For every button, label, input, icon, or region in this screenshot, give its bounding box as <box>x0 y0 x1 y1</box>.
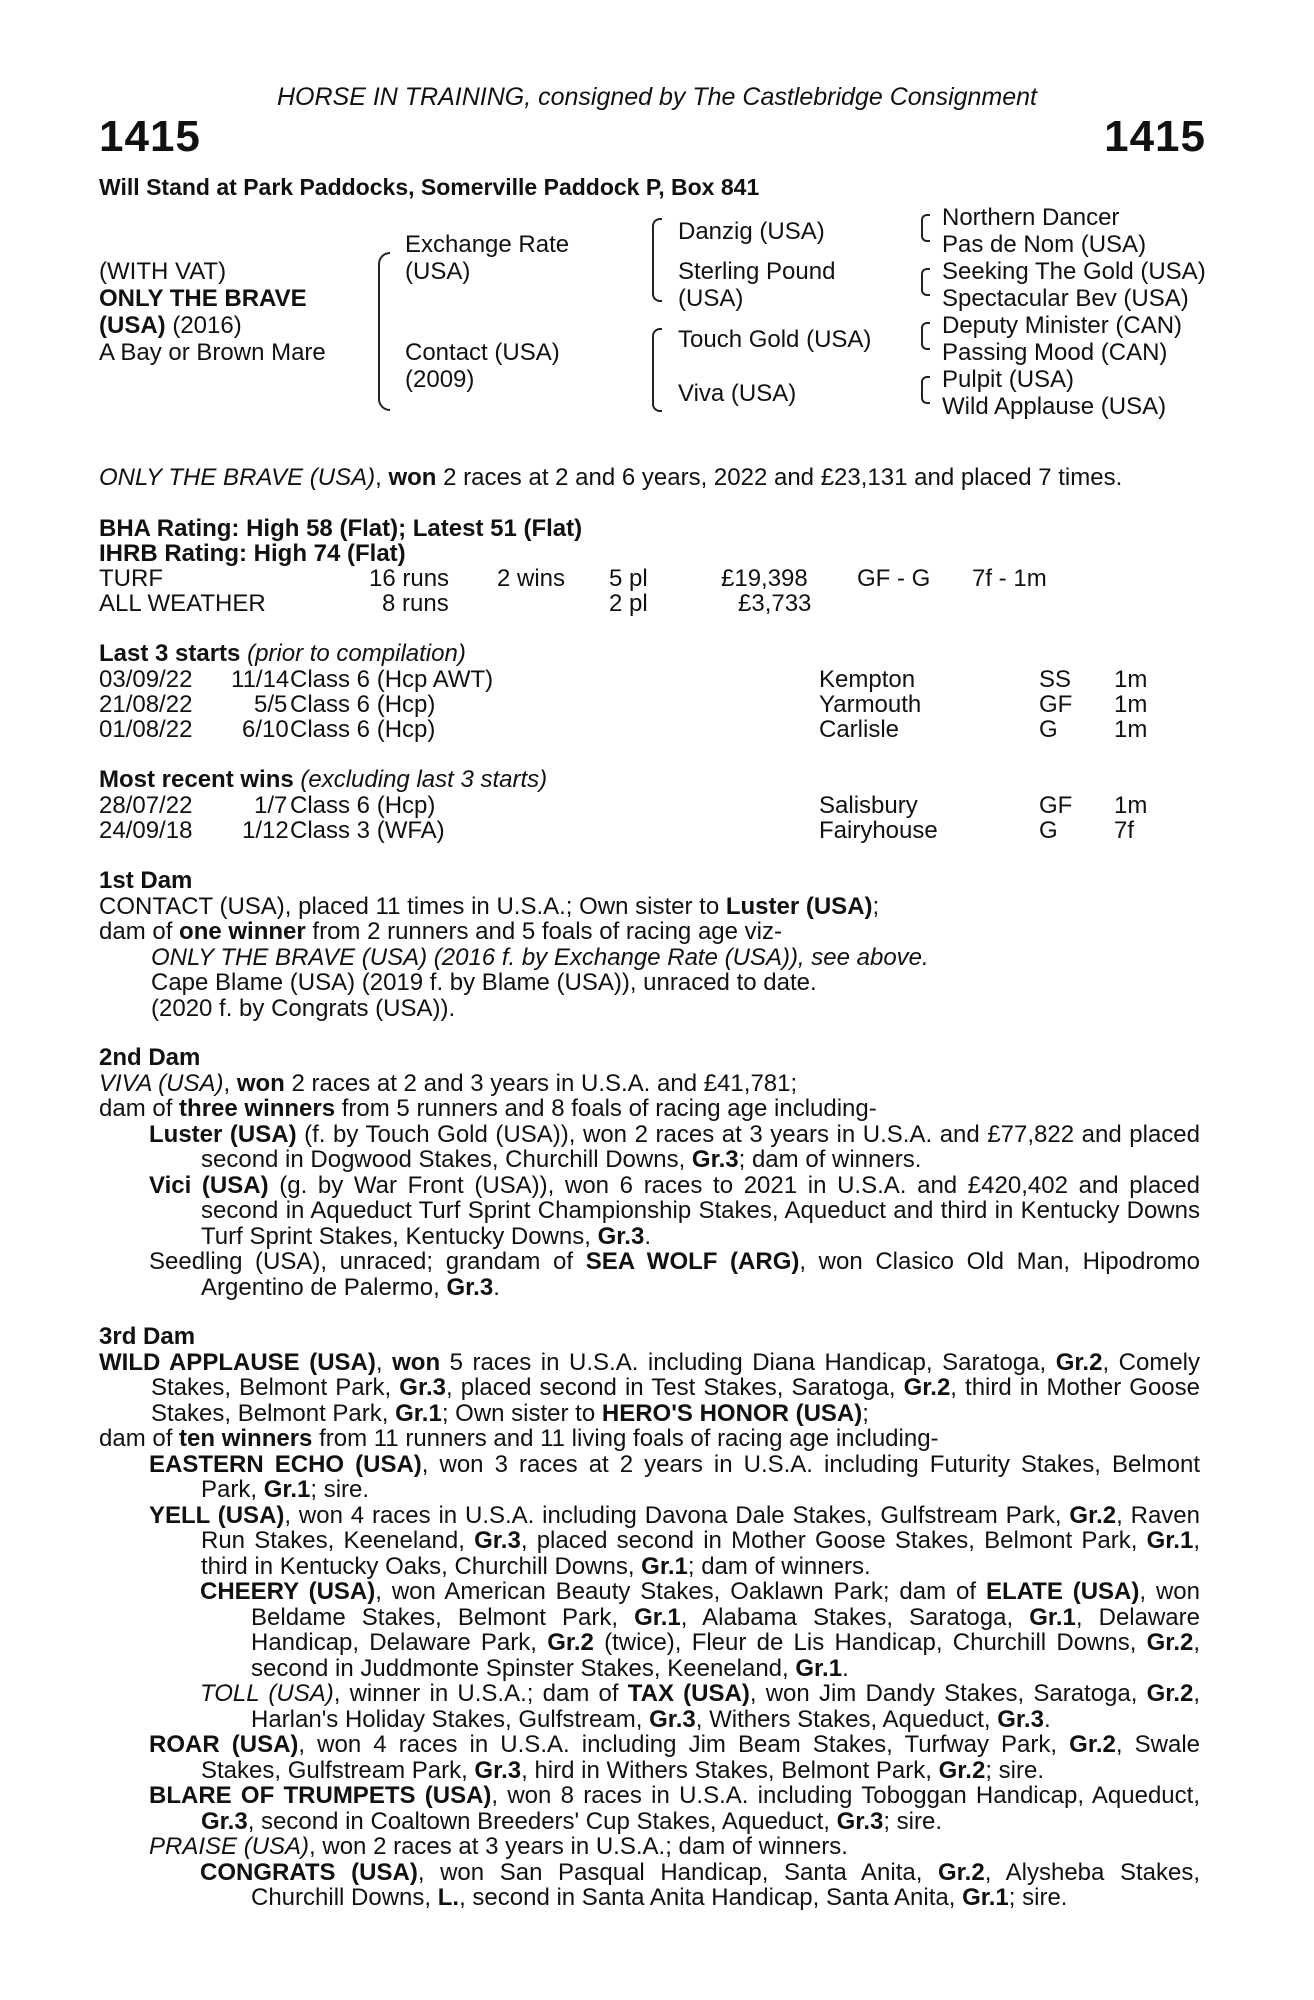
pedigree-dam: Contact (USA) <box>405 339 560 366</box>
third-dam-yell: YELL (USA), won 4 races in U.S.A. including Davona Dale Stakes, Gulfstream Park, Gr.2, Raven Run Stakes, Keeneland, Gr.3, placed second in Mother Goose Stakes, Belmont Park, Gr.1, third in Kentucky Oaks, Churchill Downs, Gr.1; dam of winners. <box>149 1501 1201 1580</box>
win-class: Class 6 (Hcp) <box>290 792 436 819</box>
start-distance: 1m <box>1114 716 1148 743</box>
first-dam-line2: dam of one winner from 2 runners and 5 foals of racing age viz- <box>99 918 782 945</box>
first-dam-produce-2: Cape Blame (USA) (2019 f. by Blame (USA)), unraced to date. <box>151 969 817 996</box>
rating-wins: 2 wins <box>497 565 566 592</box>
second-dam-line1: VIVA (USA), won 2 races at 2 and 3 years in U.S.A. and £41,781; <box>99 1069 798 1097</box>
pedigree-brace-dam <box>652 328 662 412</box>
pedigree-dam-year: (2009) <box>405 366 475 393</box>
third-dam-praise: PRAISE (USA), won 2 races at 3 years in U.S.A.; dam of winners. <box>149 1833 848 1860</box>
pedigree-dsd: Passing Mood (CAN) <box>942 339 1168 366</box>
start-date: 03/09/22 <box>99 666 193 693</box>
vat-label: (WITH VAT) <box>99 258 227 285</box>
lot-number-right: 1415 <box>1104 112 1206 161</box>
rating-going: GF - G <box>857 565 931 592</box>
rating-placed: 2 pl <box>609 590 648 617</box>
win-going: GF <box>1039 792 1073 819</box>
start-position: 11/14 <box>231 666 290 693</box>
summary-rest: 2 races at 2 and 6 years, 2022 and £23,131 and placed 7 times. <box>436 464 1123 491</box>
rating-placed: 5 pl <box>609 565 648 592</box>
pedigree-brace-ds <box>921 322 930 350</box>
third-dam-section <box>99 1324 1200 1911</box>
pedigree-brace-gen1 <box>378 252 390 411</box>
second-dam-produce-vici: Vici (USA) (g. by War Front (USA)), won 6 races to 2021 in U.S.A. and £420,402 and placed second in Aqueduct Turf Sprint Championship Stakes, Aqueduct and third in Kentucky Downs Turf Sprint Stakes, Kentucky Downs, Gr.3. <box>149 1171 1200 1250</box>
second-dam-title: 2nd Dam <box>99 1044 201 1071</box>
third-dam-title: 3rd Dam <box>99 1323 196 1350</box>
rating-surface: ALL WEATHER <box>99 590 266 617</box>
win-course: Salisbury <box>819 792 918 819</box>
third-dam-toll: TOLL (USA), winner in U.S.A.; dam of TAX (USA), won Jim Dandy Stakes, Saratoga, Gr.2, Harlan's Holiday Stakes, Gulfstream, Gr.3, Withers Stakes, Aqueduct, Gr.3. <box>200 1680 1201 1733</box>
rating-surface: TURF <box>99 565 163 592</box>
third-dam-congrats: CONGRATS (USA), won San Pasqual Handicap, Santa Anita, Gr.2, Alysheba Stakes, Churchill Downs, L., second in Santa Anita Handicap, Santa Anita, Gr.1; sire. <box>200 1858 1201 1911</box>
start-class: Class 6 (Hcp) <box>290 716 436 743</box>
pedigree-dss: Deputy Minister (CAN) <box>942 312 1183 339</box>
start-class: Class 6 (Hcp) <box>290 691 436 718</box>
pedigree-brace-sd <box>921 268 930 296</box>
pedigree-brace-ss <box>921 214 930 242</box>
third-dam-roar: ROAR (USA), won 4 races in U.S.A. including Jim Beam Stakes, Turfway Park, Gr.2, Swale Stakes, Gulfstream Park, Gr.3, hird in Withers Stakes, Belmont Park, Gr.2; sire. <box>149 1731 1201 1784</box>
second-dam-line2: dam of three winners from 5 runners and 8 foals of racing age including- <box>99 1095 877 1122</box>
horse-name: ONLY THE BRAVE <box>99 285 307 312</box>
win-position: 1/7 <box>254 792 288 819</box>
start-position: 5/5 <box>254 691 288 718</box>
pedigree-ssd: Pas de Nom (USA) <box>942 231 1147 258</box>
pedigree-sire-dam-country: (USA) <box>678 285 744 312</box>
horse-country-year <box>99 312 242 339</box>
pedigree-sire-country: (USA) <box>405 258 471 285</box>
first-dam-title: 1st Dam <box>99 867 193 894</box>
win-distance: 7f <box>1114 817 1135 844</box>
pedigree-dam-sire: Touch Gold (USA) <box>678 326 872 353</box>
second-dam-produce-seedling: Seedling (USA), unraced; grandam of SEA WOLF (ARG), won Clasico Old Man, Hipodromo Argentino de Palermo, Gr.3. <box>149 1248 1200 1301</box>
start-going: GF <box>1039 691 1073 718</box>
summary-horse-name: ONLY THE BRAVE (USA) <box>99 464 376 491</box>
recent-wins-title: Most recent wins <box>99 766 294 793</box>
start-distance: 1m <box>1114 666 1148 693</box>
third-dam-eastern-echo: EASTERN ECHO (USA), won 3 races at 2 years in U.S.A. including Futurity Stakes, Belmont Park, Gr.1; sire. <box>149 1450 1200 1503</box>
recent-wins-note: (excluding last 3 starts) <box>293 766 548 793</box>
start-position: 6/10 <box>242 716 289 743</box>
rating-prize: £3,733 <box>738 590 812 617</box>
rating-runs: 8 runs <box>382 590 449 617</box>
start-date: 21/08/22 <box>99 691 193 718</box>
pedigree-sire: Exchange Rate <box>405 231 570 258</box>
first-dam-produce-1: ONLY THE BRAVE (USA) (2016 f. by Exchange Rate (USA)), see above. <box>151 943 929 971</box>
win-position: 1/12 <box>242 817 289 844</box>
horse-country: (USA) <box>99 312 166 339</box>
first-dam-line1: CONTACT (USA), placed 11 times in U.S.A.; Own sister to Luster (USA); <box>99 892 880 920</box>
race-summary: ONLY THE BRAVE (USA), won 2 races at 2 and 6 years, 2022 and £23,131 and placed 7 times. <box>99 464 1123 491</box>
start-course: Yarmouth <box>819 691 922 718</box>
pedigree-sss: Northern Dancer <box>942 204 1120 231</box>
horse-description: A Bay or Brown Mare <box>99 339 326 366</box>
win-course: Fairyhouse <box>819 817 938 844</box>
pedigree-ddd: Wild Applause (USA) <box>942 393 1167 420</box>
pedigree-brace-sire <box>652 218 662 302</box>
start-going: SS <box>1039 666 1072 693</box>
start-distance: 1m <box>1114 691 1148 718</box>
bha-rating: BHA Rating: High 58 (Flat); Latest 51 (Flat) <box>99 515 583 542</box>
third-dam-line2: dam of ten winners from 11 runners and 11 living foals of racing age including- <box>99 1425 939 1452</box>
win-class: Class 3 (WFA) <box>290 817 445 844</box>
pedigree-dds: Pulpit (USA) <box>942 366 1075 393</box>
last-starts-title: Last 3 starts <box>99 640 241 667</box>
stand-location: Will Stand at Park Paddocks, Somerville Paddock P, Box 841 <box>99 174 760 200</box>
pedigree-sds: Seeking The Gold (USA) <box>942 258 1206 285</box>
pedigree-sdd: Spectacular Bev (USA) <box>942 285 1189 312</box>
third-dam-blare-of-trumpets: BLARE OF TRUMPETS (USA), won 8 races in U.S.A. including Toboggan Handicap, Aqueduct, Gr.3, second in Coaltown Breeders' Cup Stakes, Aqueduct, Gr.3; sire. <box>149 1782 1200 1835</box>
last-starts-note: (prior to compilation) <box>240 640 466 667</box>
recent-wins-heading <box>99 766 547 793</box>
ihrb-rating: IHRB Rating: High 74 (Flat) <box>99 540 406 567</box>
pedigree-sire-sire: Danzig (USA) <box>678 218 825 245</box>
win-date: 28/07/22 <box>99 792 193 819</box>
rating-prize: £19,398 <box>721 565 808 592</box>
horse-year: (2016) <box>165 312 242 339</box>
rating-runs: 16 runs <box>369 565 450 592</box>
start-course: Carlisle <box>819 716 900 743</box>
first-dam-produce-3: (2020 f. by Congrats (USA)). <box>151 994 456 1022</box>
second-dam-produce-luster: Luster (USA) (f. by Touch Gold (USA)), won 2 races at 3 years in U.S.A. and £77,822 and placed second in Dogwood Stakes, Churchill Downs, Gr.3; dam of winners. <box>149 1120 1200 1173</box>
start-class: Class 6 (Hcp AWT) <box>290 666 494 693</box>
consignment-header: HORSE IN TRAINING, consigned by The Castlebridge Consignment <box>276 83 1038 111</box>
third-dam-cheery: CHEERY (USA), won American Beauty Stakes, Oaklawn Park; dam of ELATE (USA), won Beldame Stakes, Belmont Park, Gr.1, Alabama Stakes, Saratoga, Gr.1, Delaware Handicap, Delaware Park, Gr.2 (twice), Fleur de Lis Handicap, Churchill Downs, Gr.2, second in Juddmonte Spinster Stakes, Keeneland, Gr.1. <box>200 1578 1201 1682</box>
pedigree-brace-dd <box>921 376 930 404</box>
summary-won: won <box>388 464 437 491</box>
start-going: G <box>1039 716 1058 743</box>
first-dam-section <box>99 868 1200 1021</box>
second-dam-section <box>99 1045 1200 1300</box>
win-going: G <box>1039 817 1058 844</box>
rating-distance: 7f - 1m <box>972 565 1047 592</box>
win-date: 24/09/18 <box>99 817 193 844</box>
win-distance: 1m <box>1114 792 1148 819</box>
luster-link: Luster (USA) <box>725 892 873 920</box>
start-date: 01/08/22 <box>99 716 193 743</box>
lot-number-left: 1415 <box>99 112 201 161</box>
third-dam-wild-applause: WILD APPLAUSE (USA), won 5 races in U.S.A. including Diana Handicap, Saratoga, Gr.2, Comely Stakes, Belmont Park, Gr.3, placed second in Test Stakes, Saratoga, Gr.2, third in Mother Goose Stakes, Belmont Park, Gr.1; Own sister to HERO'S HONOR (USA); <box>99 1348 1201 1427</box>
start-course: Kempton <box>819 666 916 693</box>
pedigree-sire-dam: Sterling Pound <box>678 258 836 285</box>
last-starts-heading <box>99 640 466 667</box>
pedigree-dam-dam: Viva (USA) <box>678 380 797 407</box>
